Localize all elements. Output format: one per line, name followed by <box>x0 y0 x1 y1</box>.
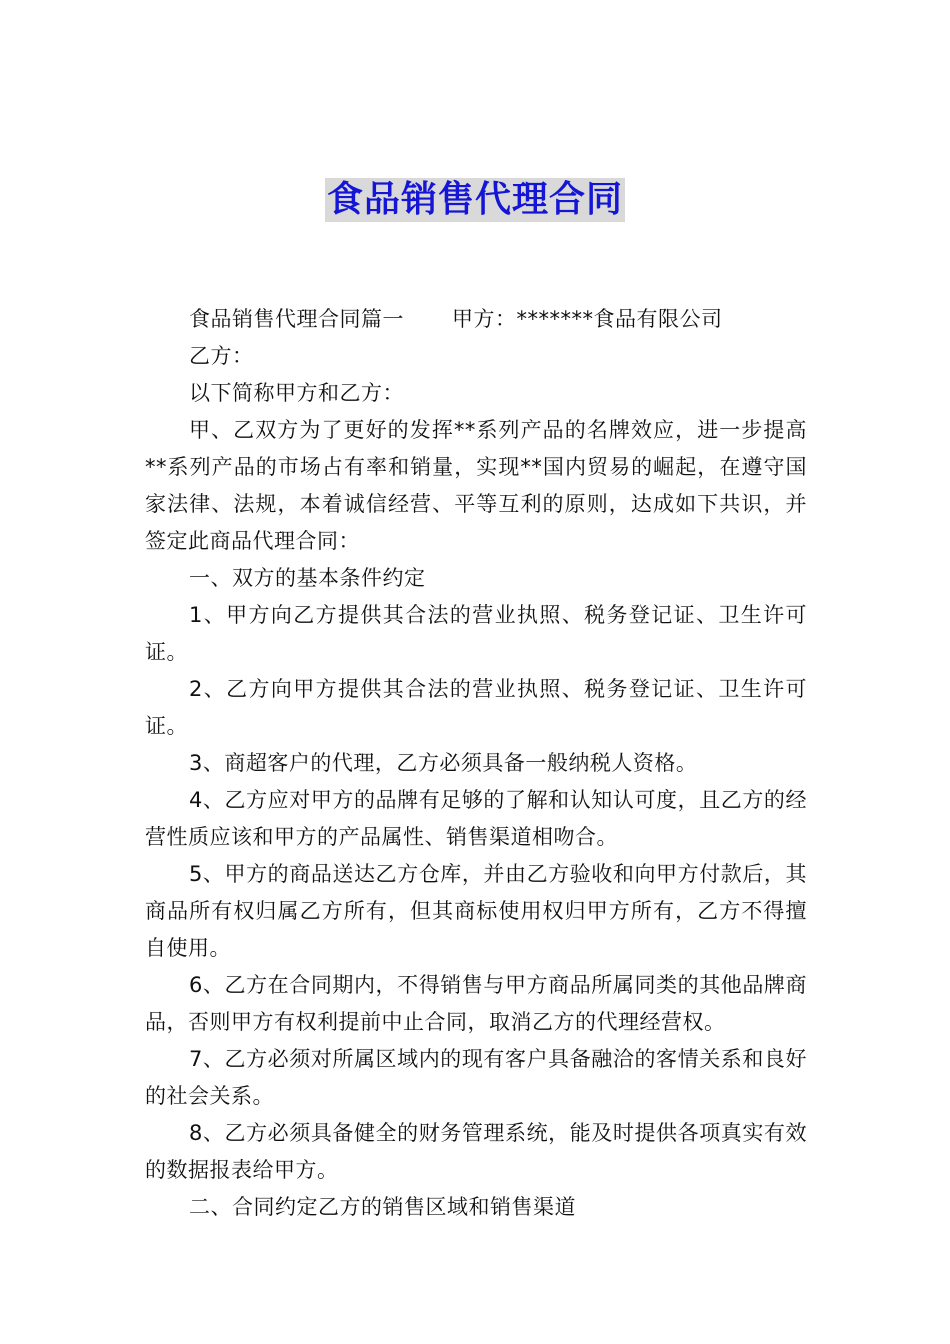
paragraph: 以下简称甲方和乙方： <box>189 381 404 405</box>
clause: 4、乙方应对甲方的品牌有足够的了解和认知认可度，且乙方的经营性质应该和甲方的产品属性、销售渠道相吻合。 <box>145 788 807 849</box>
clause: 7、乙方必须对所属区域内的现有客户具备融洽的客情关系和良好的社会关系。 <box>145 1047 807 1108</box>
intro-heading: 食品销售代理合同篇一 <box>189 307 404 331</box>
clause: 6、乙方在合同期内，不得销售与甲方商品所属同类的其他品牌商品，否则甲方有权利提前中止合同，取消乙方的代理经营权。 <box>145 973 807 1034</box>
section-heading: 二、合同约定乙方的销售区域和销售渠道 <box>189 1195 576 1219</box>
section-heading: 一、双方的基本条件约定 <box>189 566 426 590</box>
intro-line <box>145 301 807 338</box>
title-container <box>0 178 950 222</box>
document-title: 食品销售代理合同 <box>326 179 623 220</box>
clause: 5、甲方的商品送达乙方仓库，并由乙方验收和向甲方付款后，其商品所有权归属乙方所有，但其商标使用权归甲方所有，乙方不得擅自使用。 <box>145 862 807 960</box>
paragraph: 乙方： <box>189 344 254 368</box>
clause: 3、商超客户的代理，乙方必须具备一般纳税人资格。 <box>189 751 698 775</box>
clause: 1、甲方向乙方提供其合法的营业执照、税务登记证、卫生许可证。 <box>145 603 807 664</box>
document-body <box>145 301 807 1226</box>
paragraph: 甲、乙双方为了更好的发挥**系列产品的名牌效应，进一步提高**系列产品的市场占有率和销量，实现**国内贸易的崛起，在遵守国家法律、法规，本着诚信经营、平等互利的原则，达成如下共识，并签定此商品代理合同： <box>145 418 807 553</box>
clause: 8、乙方必须具备健全的财务管理系统，能及时提供各项真实有效的数据报表给甲方。 <box>145 1121 807 1182</box>
party-a-line: 甲方：*******食品有限公司 <box>452 307 723 331</box>
clause: 2、乙方向甲方提供其合法的营业执照、税务登记证、卫生许可证。 <box>145 677 807 738</box>
